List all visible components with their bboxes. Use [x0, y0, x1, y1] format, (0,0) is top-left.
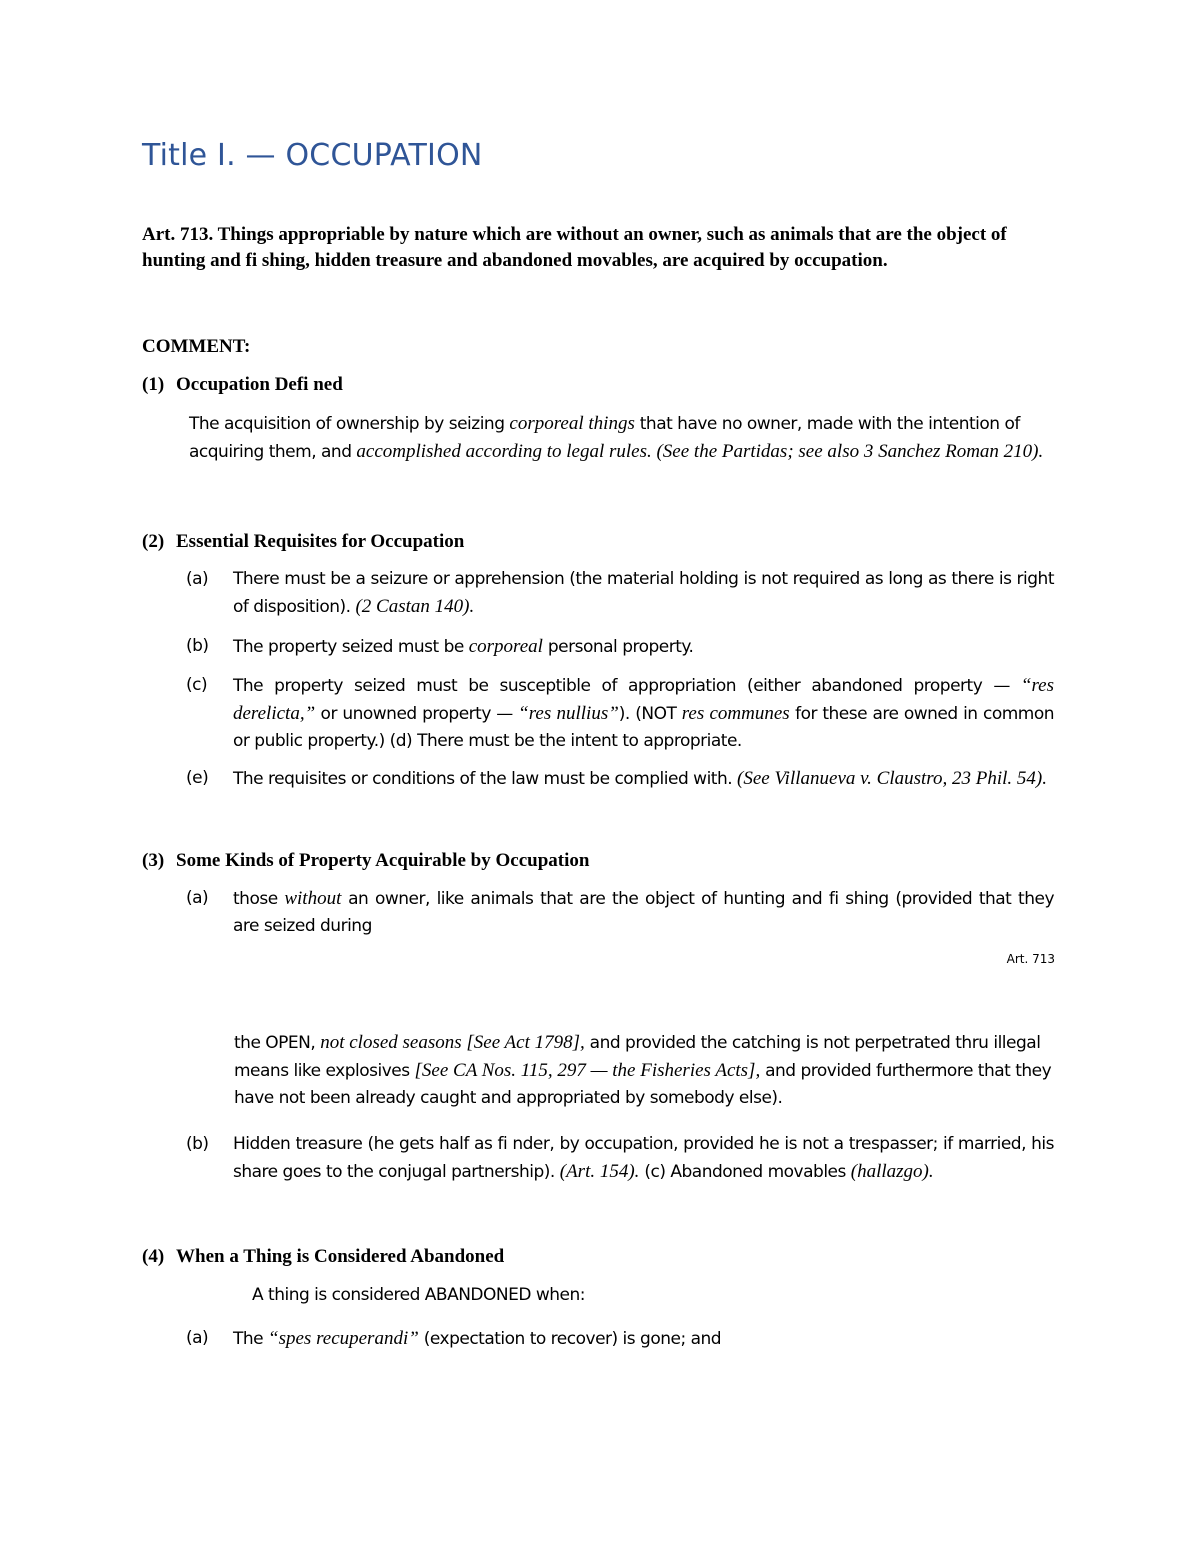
section-title: Essential Requisites for Occupation — [176, 531, 465, 552]
article-text: Art. 713. Things appropriable by nature which are without an owner, such as animals that are the object of hunting and fi shing, hidden treasure and abandoned movables, are acquired by occupation. — [142, 224, 1007, 271]
section-number: (3) — [142, 850, 165, 871]
section-4-intro: A thing is considered ABANDONED when: — [252, 1285, 585, 1305]
section-title: When a Thing is Considered Abandoned — [176, 1246, 505, 1267]
list-item-4a: (a) The “spes recuperandi” (expectation to recover) is gone; and — [186, 1328, 722, 1349]
list-item-2c: (c) The property seized must be susceptible of appropriation (either abandoned property — “res derelicta,” or unowned property — “res nullius”). (NOT res communes for these are owned in common or public property.) (d) There must be the intent to appropriate. — [186, 675, 1055, 751]
list-item-3a-continued: the OPEN, not closed seasons [See Act 1798], and provided the catching is not perpetrated thru illegal means like explosives [See CA Nos. 115, 297 — the Fisheries Acts], and provided furthermore that they have not been already caught and appropriated by somebody else). — [234, 1032, 1052, 1108]
section-title: Occupation Defi ned — [176, 374, 343, 395]
list-item-2e: (e) The requisites or conditions of the law must be complied with. (See Villanueva v. Claustro, 23 Phil. 54). — [186, 768, 1047, 789]
section-1-paragraph: The acquisition of ownership by seizing corporeal things that have no owner, made with the intention of acquiring them, and accomplished according to legal rules. (See the Partidas; see also 3 Sanchez Roman 210). — [189, 413, 1044, 462]
list-item-3a: (a) those without an owner, like animals that are the object of hunting and fi shing (provided that they are seized during — [186, 888, 1054, 936]
list-item-2a: (a) There must be a seizure or apprehension (the material holding is not required as long as there is right of disposition). (2 Castan 140). — [186, 569, 1054, 617]
comment-label: COMMENT: — [142, 336, 251, 357]
section-title: Some Kinds of Property Acquirable by Occupation — [176, 850, 590, 871]
list-item-3b: (b) Hidden treasure (he gets half as fi nder, by occupation, provided he is not a trespasser; if married, his share goes to the conjugal partnership). (Art. 154). (c) Abandoned movables (hallazgo). — [186, 1134, 1054, 1182]
section-number: (1) — [142, 374, 165, 395]
list-item-2b: (b) The property seized must be corporeal personal property. — [186, 636, 694, 657]
section-heading-3 — [142, 848, 589, 874]
section-number: (4) — [142, 1246, 165, 1267]
section-number: (2) — [142, 531, 165, 552]
running-footer: Art. 713 — [1006, 952, 1055, 966]
section-heading-2 — [142, 529, 464, 555]
section-heading-1 — [142, 372, 343, 398]
section-heading-4 — [142, 1244, 504, 1270]
page-title: Title I. — OCCUPATION — [142, 138, 483, 173]
